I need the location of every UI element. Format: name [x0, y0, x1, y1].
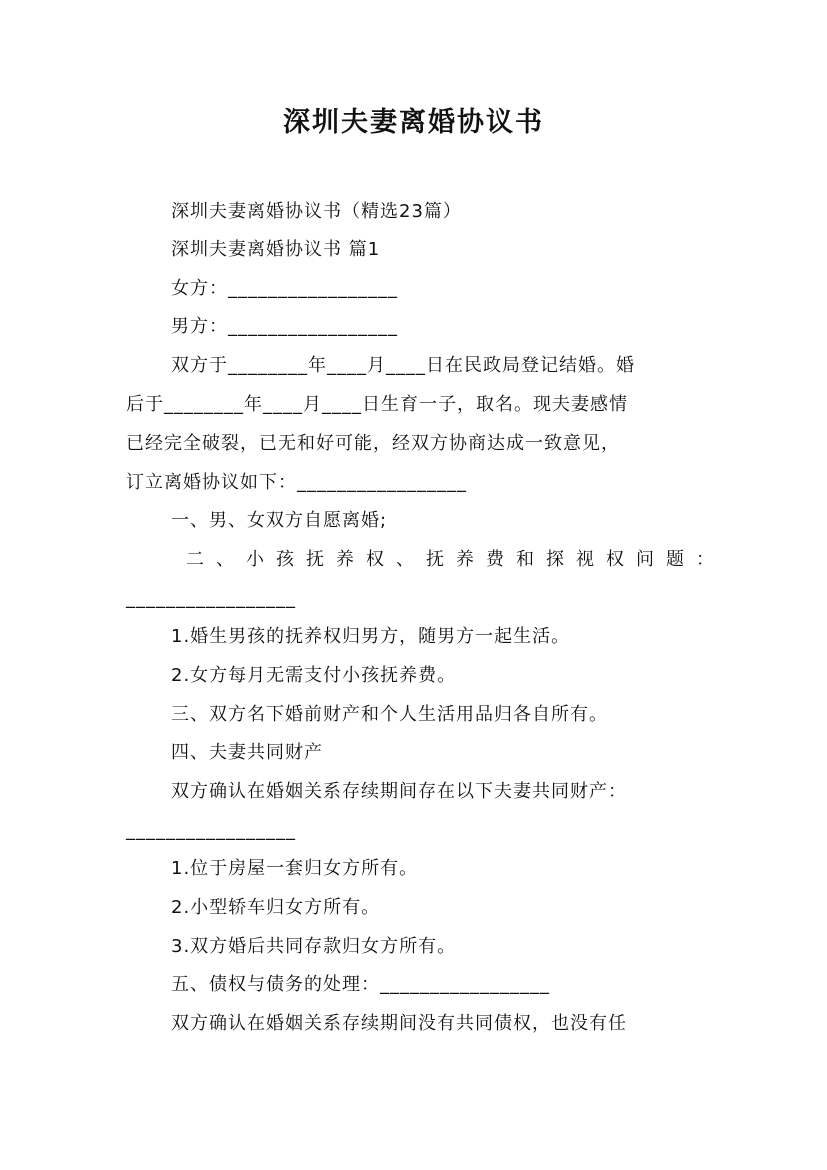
doc-line-clause: 四、夫妻共同财产 [171, 742, 323, 763]
doc-line-subtitle: 深圳夫妻离婚协议书（精选23篇） [171, 201, 462, 222]
doc-line-paragraph: 双方确认在婚姻关系存续期间没有共同债权，也没有任 [171, 1013, 627, 1034]
doc-line-clause: 一、男、女双方自愿离婚; [171, 510, 388, 531]
doc-line-paragraph: 已经完全破裂，已无和好可能，经双方协商达成一致意见， [126, 433, 620, 454]
doc-line-blank: _________________ [126, 588, 296, 609]
document-title: 深圳夫妻离婚协议书 [283, 107, 544, 138]
doc-line-item: 2.女方每月无需支付小孩抚养费。 [171, 665, 457, 686]
doc-line-item: 2.小型轿车归女方所有。 [171, 897, 381, 918]
doc-line-clause: 二、小孩抚养权、抚养费和探视权问题： [186, 549, 726, 570]
doc-line-item: 1.婚生男孩的抚养权归男方，随男方一起生活。 [171, 626, 571, 647]
doc-line-paragraph: 双方于________年____月____日在民政局登记结婚。婚 [171, 355, 635, 376]
doc-line-section-heading: 深圳夫妻离婚协议书 篇1 [171, 239, 381, 260]
doc-line-paragraph: 双方确认在婚姻关系存续期间存在以下夫妻共同财产： [171, 781, 627, 802]
doc-line-wife: 女方：_________________ [171, 278, 398, 299]
doc-line-item: 1.位于房屋一套归女方所有。 [171, 858, 419, 879]
doc-line-clause: 五、债权与债务的处理：_________________ [171, 974, 550, 995]
doc-line-paragraph: 订立离婚协议如下：_________________ [126, 472, 467, 493]
doc-line-paragraph: 后于________年____月____日生育一子，取名。现夫妻感情 [126, 394, 628, 415]
doc-line-husband: 男方：_________________ [171, 316, 398, 337]
doc-line-clause: 三、双方名下婚前财产和个人生活用品归各自所有。 [171, 704, 608, 725]
doc-line-item: 3.双方婚后共同存款归女方所有。 [171, 936, 457, 957]
doc-line-blank: _________________ [126, 820, 296, 841]
